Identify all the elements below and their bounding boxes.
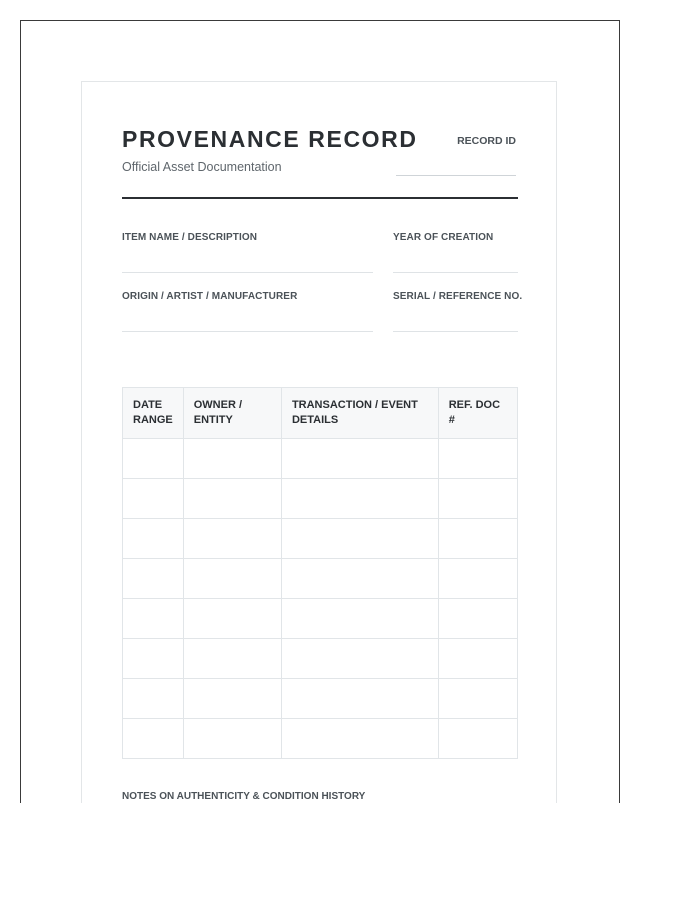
item-name-label: ITEM NAME / DESCRIPTION	[122, 232, 258, 243]
table-cell[interactable]	[438, 719, 517, 759]
table-cell[interactable]	[438, 559, 517, 599]
table-cell[interactable]	[183, 679, 281, 719]
table-cell[interactable]	[123, 519, 184, 559]
table-cell[interactable]	[281, 679, 438, 719]
provenance-history-table	[122, 387, 518, 759]
table-cell[interactable]	[183, 479, 281, 519]
form-title: PROVENANCE RECORD	[122, 126, 418, 152]
record-id-field[interactable]	[396, 175, 516, 176]
serial-label: SERIAL / REFERENCE NO.	[393, 291, 523, 302]
table-cell[interactable]	[281, 719, 438, 759]
table-cell[interactable]	[123, 479, 184, 519]
table-cell[interactable]	[183, 519, 281, 559]
table-cell[interactable]	[281, 519, 438, 559]
header-divider	[122, 197, 518, 199]
table-row	[123, 719, 518, 759]
table-cell[interactable]	[123, 679, 184, 719]
table-cell[interactable]	[281, 559, 438, 599]
origin-field[interactable]	[122, 331, 373, 332]
table-cell[interactable]	[123, 599, 184, 639]
table-cell[interactable]	[183, 599, 281, 639]
table-cell[interactable]	[123, 559, 184, 599]
table-cell[interactable]	[183, 719, 281, 759]
page-frame	[20, 20, 620, 803]
form-subtitle: Official Asset Documentation	[122, 160, 282, 174]
serial-field[interactable]	[393, 331, 518, 332]
table-cell[interactable]	[281, 439, 438, 479]
table-cell[interactable]	[123, 639, 184, 679]
table-cell[interactable]	[438, 519, 517, 559]
table-cell[interactable]	[438, 639, 517, 679]
table-cell[interactable]	[183, 559, 281, 599]
column-header-transaction-details: TRANSACTION / EVENT DETAILS	[281, 388, 438, 439]
column-header-ref-doc: REF. DOC #	[438, 388, 517, 439]
table-header-row	[123, 388, 518, 439]
table-cell[interactable]	[123, 439, 184, 479]
table-cell[interactable]	[281, 599, 438, 639]
table-cell[interactable]	[438, 439, 517, 479]
table-row	[123, 639, 518, 679]
table-row	[123, 439, 518, 479]
provenance-form-sheet	[81, 81, 557, 803]
table-row	[123, 559, 518, 599]
table-cell[interactable]	[281, 639, 438, 679]
notes-label: NOTES ON AUTHENTICITY & CONDITION HISTORY	[122, 791, 366, 802]
year-of-creation-field[interactable]	[393, 272, 518, 273]
table-cell[interactable]	[123, 719, 184, 759]
column-header-owner-entity: OWNER / ENTITY	[183, 388, 281, 439]
table-row	[123, 599, 518, 639]
table-cell[interactable]	[438, 679, 517, 719]
table-row	[123, 519, 518, 559]
table-row	[123, 679, 518, 719]
table-row	[123, 479, 518, 519]
origin-label: ORIGIN / ARTIST / MANUFACTURER	[122, 291, 298, 302]
table-cell[interactable]	[438, 599, 517, 639]
year-of-creation-label: YEAR OF CREATION	[393, 232, 494, 243]
column-header-date-range: DATE RANGE	[123, 388, 184, 439]
table-cell[interactable]	[281, 479, 438, 519]
table-cell[interactable]	[183, 639, 281, 679]
item-name-field[interactable]	[122, 272, 373, 273]
table-cell[interactable]	[438, 479, 517, 519]
table-cell[interactable]	[183, 439, 281, 479]
record-id-label: RECORD ID	[457, 135, 516, 147]
